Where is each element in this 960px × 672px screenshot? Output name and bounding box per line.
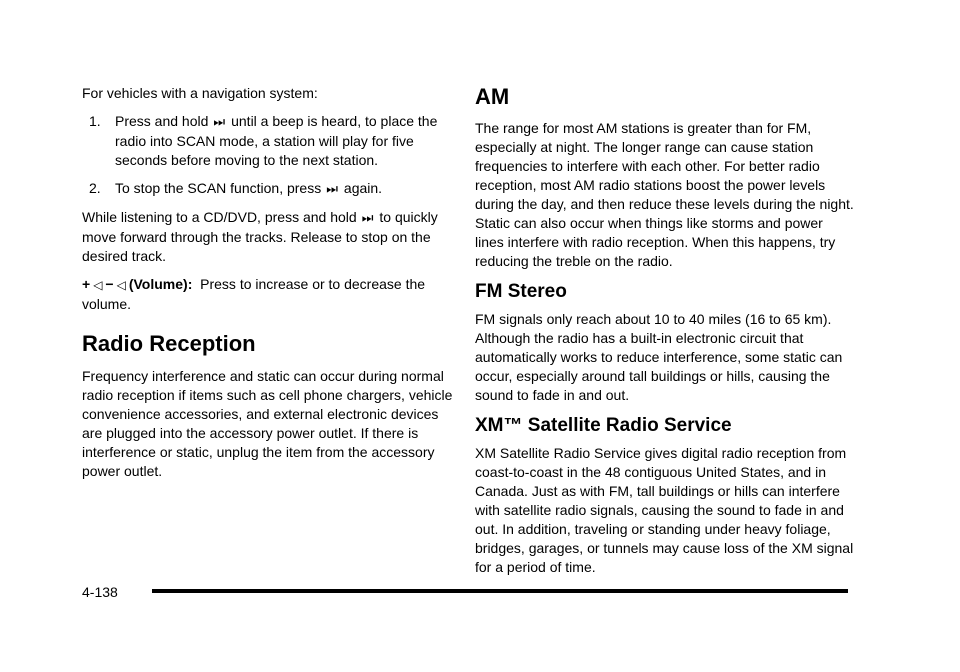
cd-text-before: While listening to a CD/DVD, press and hold [82,209,357,225]
xm-satellite-text: XM Satellite Radio Service gives digital radio reception from coast-to-coast in the 48 contiguous United States, and in Canada. Just as with FM, tall buildings or hills can interfere with satellite radio signals, causing the sound to fade in and out. In addition, traveling or standing under heavy foliage, bridges, garages, or tunnels may cause loss of the XM signal for a period of time. [475,445,854,575]
volume-text: Press to increase or to decrease the volume. [82,276,426,312]
fm-stereo-heading: FM Stereo [475,281,567,302]
step-1-text-after: until a beep is heard, to place the radio into SCAN mode, a station will play for five seconds before moving to the next station. [115,113,438,168]
seek-forward-icon: ⏭ [361,211,374,226]
am-text: The range for most AM stations is greater than for FM, especially at night. The longer range can cause station frequencies to interfere with each other. For better radio reception, most AM radio stations boost the power levels during the day, and then reduce these levels during the night. Static can also occur when things like storms and power lines interfere with radio reception. When this happens, try reducing the treble on the radio. [475,120,854,269]
fm-stereo-text: FM signals only reach about 10 to 40 miles (16 to 65 km). Although the radio has a built-in electronic circuit that automatically works to reduce interference, some static can occur, especially around tall buildings or hills, causing the sound to fade in and out. [475,311,843,403]
left-column [82,84,454,490]
seek-forward-icon: ⏭ [326,182,338,197]
seek-forward-icon: ⏭ [213,115,226,130]
step-1-text-before: Press and hold [115,113,209,129]
volume-minus: − [105,276,114,292]
right-column [475,84,855,586]
radio-reception-text: Frequency interference and static can occur during normal radio reception if items such as cell phone chargers, vehicle convenience accessories, and external electronic devices are plugged into the accessory power outlet. If there is interference or static, unplug the item from the accessory power outlet. [82,368,453,479]
cd-text-after: to quickly move forward through the tracks. Release to stop on the desired track. [82,209,438,264]
xm-satellite-heading: XM™ Satellite Radio Service [475,415,732,436]
step-2-number: 2. [89,180,101,196]
radio-reception-heading: Radio Reception [82,331,256,356]
nav-intro: For vehicles with a navigation system: [82,85,318,101]
step-2-text-before: To stop the SCAN function, press [115,180,322,196]
volume-paragraph [82,275,454,314]
page-number: 4-138 [82,584,118,600]
step-1-number: 1. [89,113,101,129]
step-1 [82,112,454,170]
speaker-icon: ◁ [93,278,103,292]
am-heading: AM [475,84,510,109]
step-2-text-after: again. [343,180,383,196]
volume-plus: + [82,276,91,292]
footer-rule [152,589,848,593]
step-2 [82,179,454,199]
cd-dvd-paragraph [82,208,454,266]
volume-label: (Volume): [128,276,193,292]
speaker-icon: ◁ [116,278,126,292]
